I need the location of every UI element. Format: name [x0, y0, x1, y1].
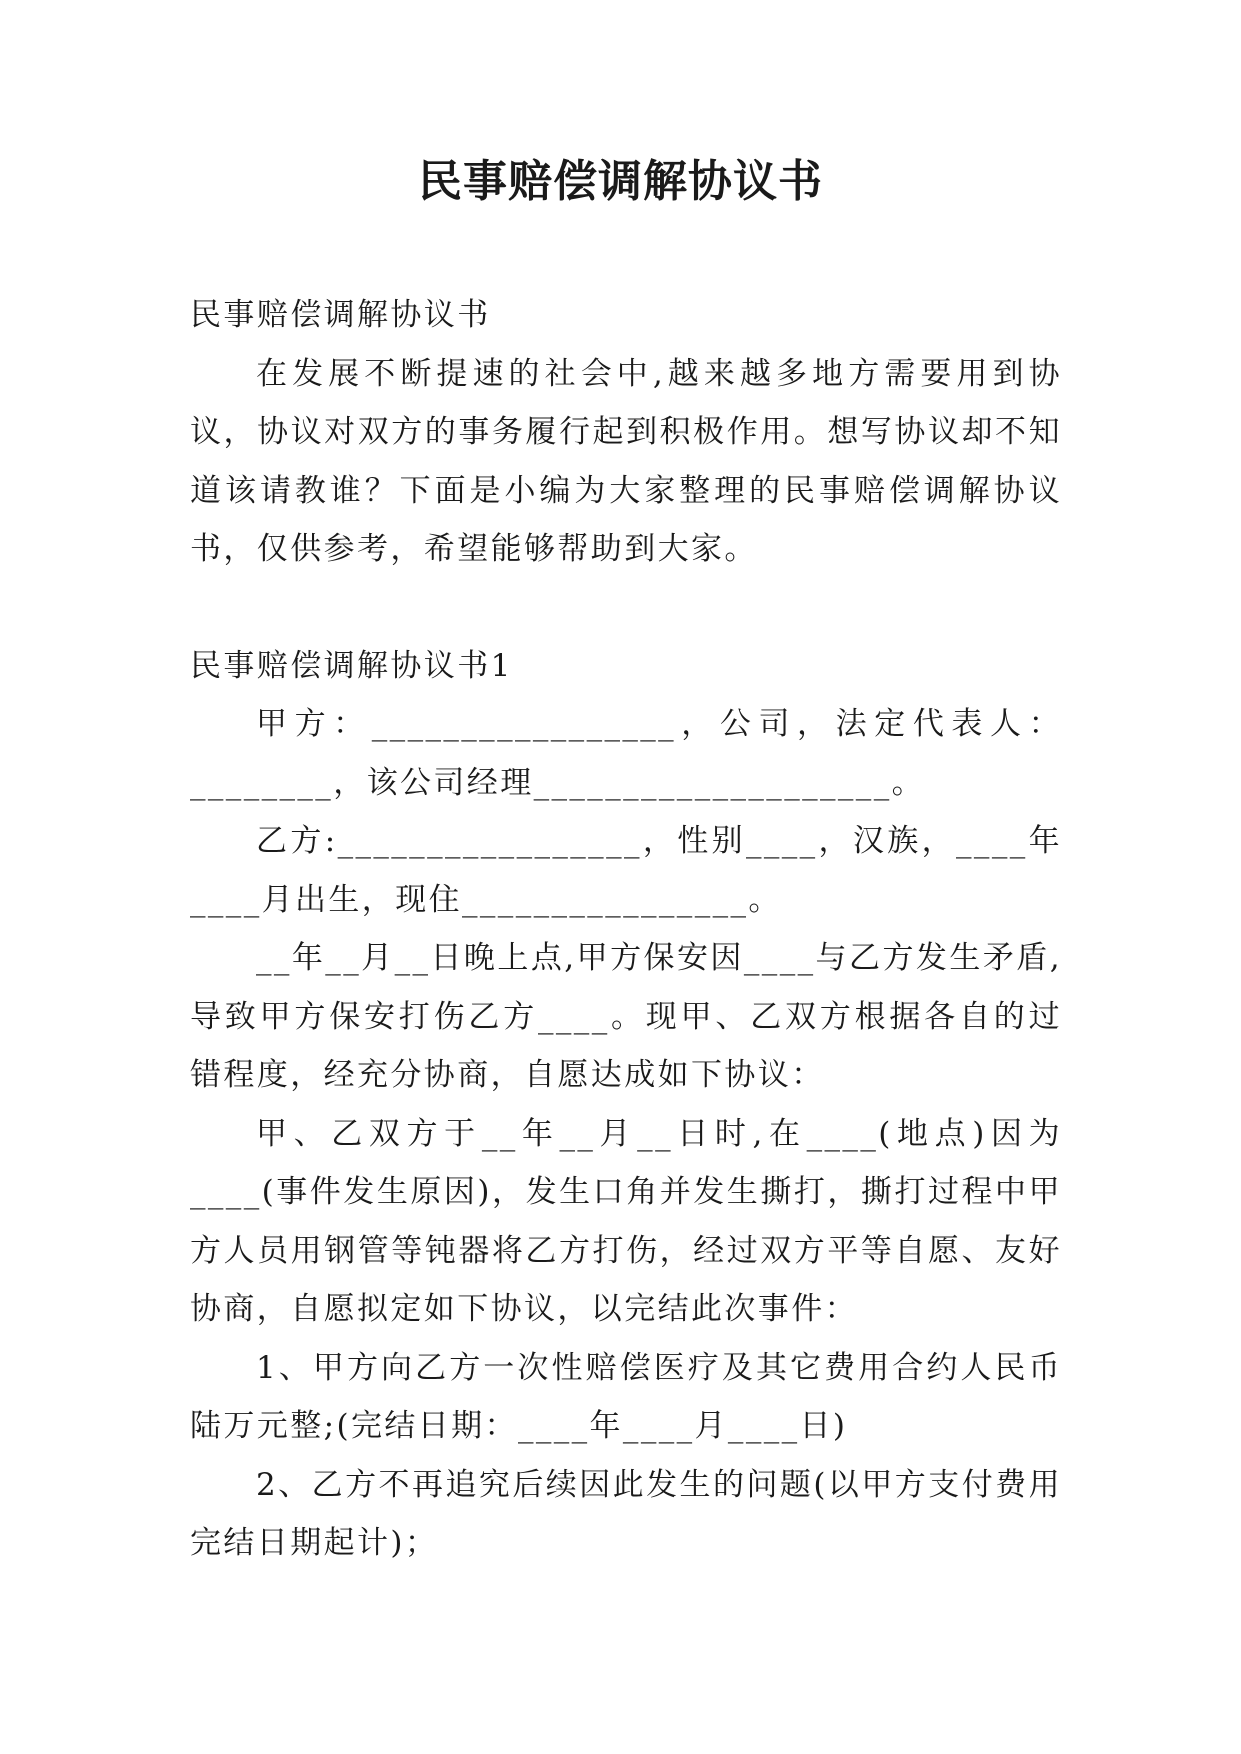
clause-2: 2、乙方不再追究后续因此发生的问题(以甲方支付费用完结日期起计)；	[190, 1466, 1062, 1561]
document-body	[190, 286, 1062, 1573]
party-b-paragraph: 乙方:_________________，性别____，汉族，____年____月出生，现住________________。	[190, 823, 1062, 918]
intro-paragraph: 在发展不断提速的社会中,越来越多地方需要用到协议，协议对双方的事务履行起到积极作用。想写协议却不知道该请教谁？下面是小编为大家整理的民事赔偿调解协议书，仅供参考，希望能够帮助到大家。	[190, 355, 1062, 567]
section-heading: 民事赔偿调解协议书1	[190, 647, 513, 684]
facts-paragraph: 甲、乙双方于__年__月__日时,在____(地点)因为____(事件发生原因)，发生口角并发生撕打，撕打过程中甲方人员用钢管等钝器将乙方打伤，经过双方平等自愿、友好协商，自愿拟定如下协议，以完结此次事件：	[190, 1115, 1062, 1327]
document-title: 民事赔偿调解协议书	[418, 156, 823, 207]
clause-1: 1、甲方向乙方一次性赔偿医疗及其它费用合约人民币陆万元整;(完结日期：____年____月____日)	[190, 1349, 1062, 1444]
document-subtitle: 民事赔偿调解协议书	[190, 297, 491, 333]
party-a-paragraph: 甲方：_________________，公司，法定代表人：________，该公司经理____________________。	[190, 706, 1062, 801]
incident-paragraph: __年__月__日晚上点,甲方保安因____与乙方发生矛盾,导致甲方保安打伤乙方____。现甲、乙双方根据各自的过错程度，经充分协商，自愿达成如下协议：	[190, 940, 1062, 1093]
